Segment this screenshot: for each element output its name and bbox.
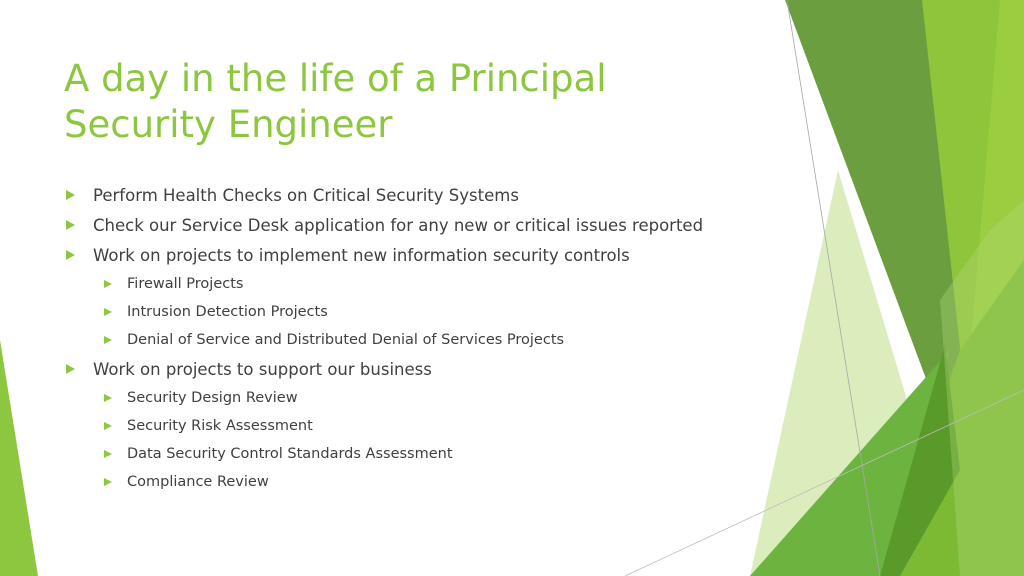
bullet-arrow-icon — [66, 250, 75, 260]
sub-bullet-text: Firewall Projects — [127, 276, 244, 292]
bullet-arrow-icon — [66, 220, 75, 230]
bullet-text: Work on projects to support our business — [93, 359, 432, 379]
sub-bullet-item — [104, 444, 453, 464]
sub-bullet-item — [104, 302, 328, 322]
sub-bullet-item — [104, 274, 243, 294]
bullet-item — [66, 358, 432, 380]
sub-bullet-arrow-icon — [104, 394, 112, 402]
sub-bullet-text: Data Security Control Standards Assessment — [127, 446, 453, 462]
bullet-text: Perform Health Checks on Critical Security Systems — [93, 185, 519, 205]
sub-bullet-text: Denial of Service and Distributed Denial of Services Projects — [127, 332, 565, 348]
left-edge-facet — [0, 340, 38, 576]
sub-bullet-arrow-icon — [104, 280, 112, 288]
sub-bullet-arrow-icon — [104, 336, 112, 344]
sub-bullet-text: Security Design Review — [127, 390, 298, 406]
sub-bullet-arrow-icon — [104, 422, 112, 430]
bullet-text: Check our Service Desk application for any new or critical issues reported — [93, 215, 704, 235]
bullet-item — [66, 184, 519, 206]
sub-bullet-text: Security Risk Assessment — [127, 418, 313, 434]
sub-bullet-arrow-icon — [104, 308, 112, 316]
bullet-item — [66, 244, 630, 266]
bullet-arrow-icon — [66, 190, 75, 200]
sub-bullet-arrow-icon — [104, 478, 112, 486]
sub-bullet-text: Compliance Review — [127, 474, 269, 490]
sub-bullet-arrow-icon — [104, 450, 112, 458]
sub-bullet-item — [104, 388, 298, 408]
sub-bullet-item — [104, 330, 564, 350]
sub-bullet-item — [104, 472, 269, 492]
bullet-arrow-icon — [66, 364, 75, 374]
bullet-item — [66, 214, 703, 236]
sub-bullet-item — [104, 416, 313, 436]
sub-bullet-text: Intrusion Detection Projects — [127, 304, 328, 320]
slide-title: A day in the life of a Principal Security Engineer — [64, 57, 607, 146]
bullet-text: Work on projects to implement new information security controls — [93, 245, 630, 265]
